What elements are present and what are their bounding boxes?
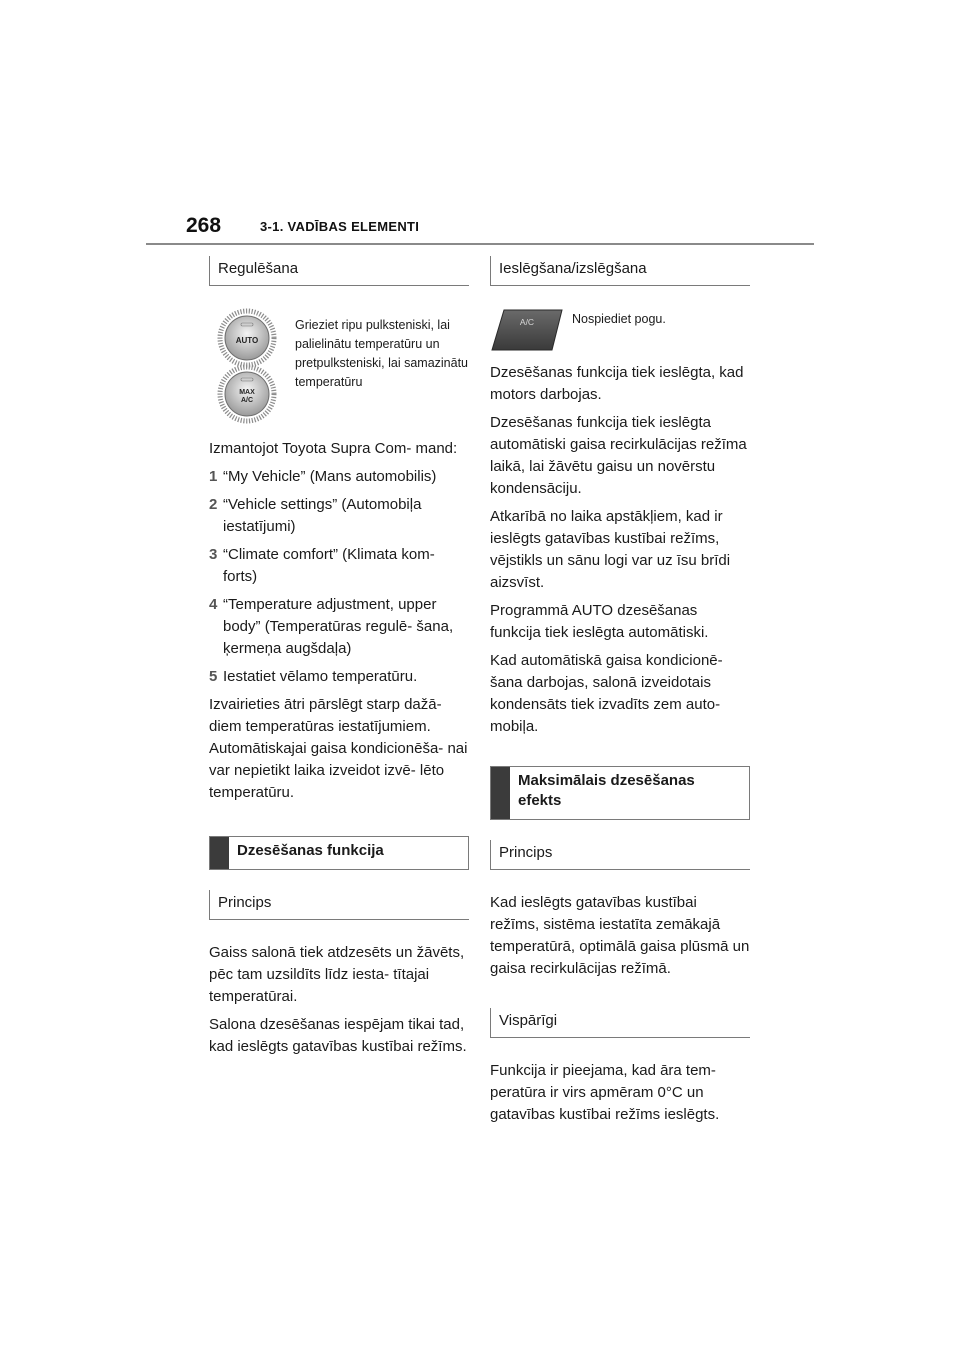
step-number: 2 [209, 496, 218, 513]
max-cooling-title: Maksimālais dzesēšanas efekts [518, 772, 695, 809]
step-number: 4 [209, 596, 218, 613]
header-divider [146, 243, 814, 245]
temperature-knob-icon [209, 308, 289, 424]
step-text: Iestatiet vēlamo temperatūru. [223, 668, 418, 685]
cooling-paragraph-1: Gaiss salonā tiek atdzesēts un žāvēts, pēc tam uzsildīts līdz iesta- tītajai temperatūrai. [209, 944, 465, 1005]
step-text: “Temperature adjustment, upper body” (Temperatūras regulē- šana, ķermeņa augšdaļa) [223, 596, 454, 657]
right-paragraph-3: Atkarībā no laika apstākļiem, kad ir ieslēgts gatavības kustībai režīms, vējstikls un sānu logi var uz īsu brīdi aizsvīst. [490, 508, 731, 591]
chapter-title: 3-1. VADĪBAS ELEMENTI [260, 219, 420, 234]
max-label: MAX [239, 389, 255, 396]
right-paragraph-5: Kad automātiskā gaisa kondicionē- šana darbojas, salonā izveidotais kondensāts tiek izvadīts zem auto- mobiļa. [490, 652, 723, 735]
heading-bar [210, 837, 229, 869]
on-off-heading: Ieslēgšana/izslēgšana [490, 256, 750, 286]
max-cooling-heading [490, 766, 750, 820]
ac-caption: Nospiediet pogu. [572, 312, 666, 326]
left-column [209, 256, 469, 1064]
visparigi-heading: Vispārīgi [490, 1008, 750, 1038]
ac-label-knob: A/C [240, 397, 254, 404]
page-number: 268 [186, 214, 222, 237]
right-paragraph-4: Programmā AUTO dzesēšanas funkcija tiek ieslēgta automātiski. [490, 602, 709, 641]
ac-button-figure [490, 308, 750, 352]
right-paragraph-1: Dzesēšanas funkcija tiek ieslēgta, kad motors darbojas. [490, 364, 744, 403]
auto-label: AUTO [235, 336, 259, 345]
step-text: “My Vehicle” (Mans automobilis) [223, 468, 437, 485]
ac-label: A/C [519, 317, 535, 327]
warning-paragraph: Izvairieties ātri pārslēgt starp dažā- diem temperatūras iestatījumiem. Automātiskajai gaisa kondicionēša- nai var nepietikt laika izveidot izvē- lēto temperatūru. [209, 696, 468, 801]
ac-button-icon [490, 308, 564, 352]
step-item [209, 594, 469, 660]
cooling-function-heading [209, 836, 469, 870]
princips-paragraph: Kad ieslēgts gatavības kustībai režīms, sistēma iestatīta zemākajā temperatūrā, optimālā gaisa plūsmā un gaisa recirkulācijas režīmā. [490, 894, 750, 977]
heading-bar [491, 767, 510, 819]
knob-caption: Grieziet ripu pulksteniski, lai palielinātu temperatūru un pretpulksteniski, lai samazinātu temperatūru [295, 318, 468, 389]
cooling-paragraph-2: Salona dzesēšanas iespējam tikai tad, kad ieslēgts gatavības kustībai režīms. [209, 1016, 467, 1055]
princips-heading-right: Princips [490, 840, 750, 870]
regulesana-heading: Regulēšana [209, 256, 469, 286]
visparigi-paragraph: Funkcija ir pieejama, kad āra tem- peratūra ir virs apmēram 0°C un gatavības kustībai režīms ieslēgts. [490, 1062, 720, 1123]
step-number: 5 [209, 668, 218, 685]
right-column [490, 256, 750, 1132]
princips-heading: Princips [209, 890, 469, 920]
step-text: “Climate comfort” (Klimata kom- forts) [223, 546, 435, 585]
cooling-function-title: Dzesēšanas funkcija [237, 842, 384, 859]
step-item [209, 666, 469, 688]
knob-figure [209, 308, 469, 424]
right-paragraph-2: Dzesēšanas funkcija tiek ieslēgta automātiski gaisa recirkulācijas režīma laikā, lai žāvētu gaisu un novērstu kondensāciju. [490, 414, 747, 497]
temperature-knobs [209, 308, 289, 424]
step-number: 1 [209, 468, 218, 485]
step-item [209, 494, 469, 538]
step-list [209, 466, 469, 688]
intro-text: Izmantojot Toyota Supra Com- mand: [209, 440, 458, 457]
step-item [209, 466, 469, 488]
step-number: 3 [209, 546, 218, 563]
step-text: “Vehicle settings” (Automobiļa iestatījumi) [223, 496, 422, 535]
step-item [209, 544, 469, 588]
